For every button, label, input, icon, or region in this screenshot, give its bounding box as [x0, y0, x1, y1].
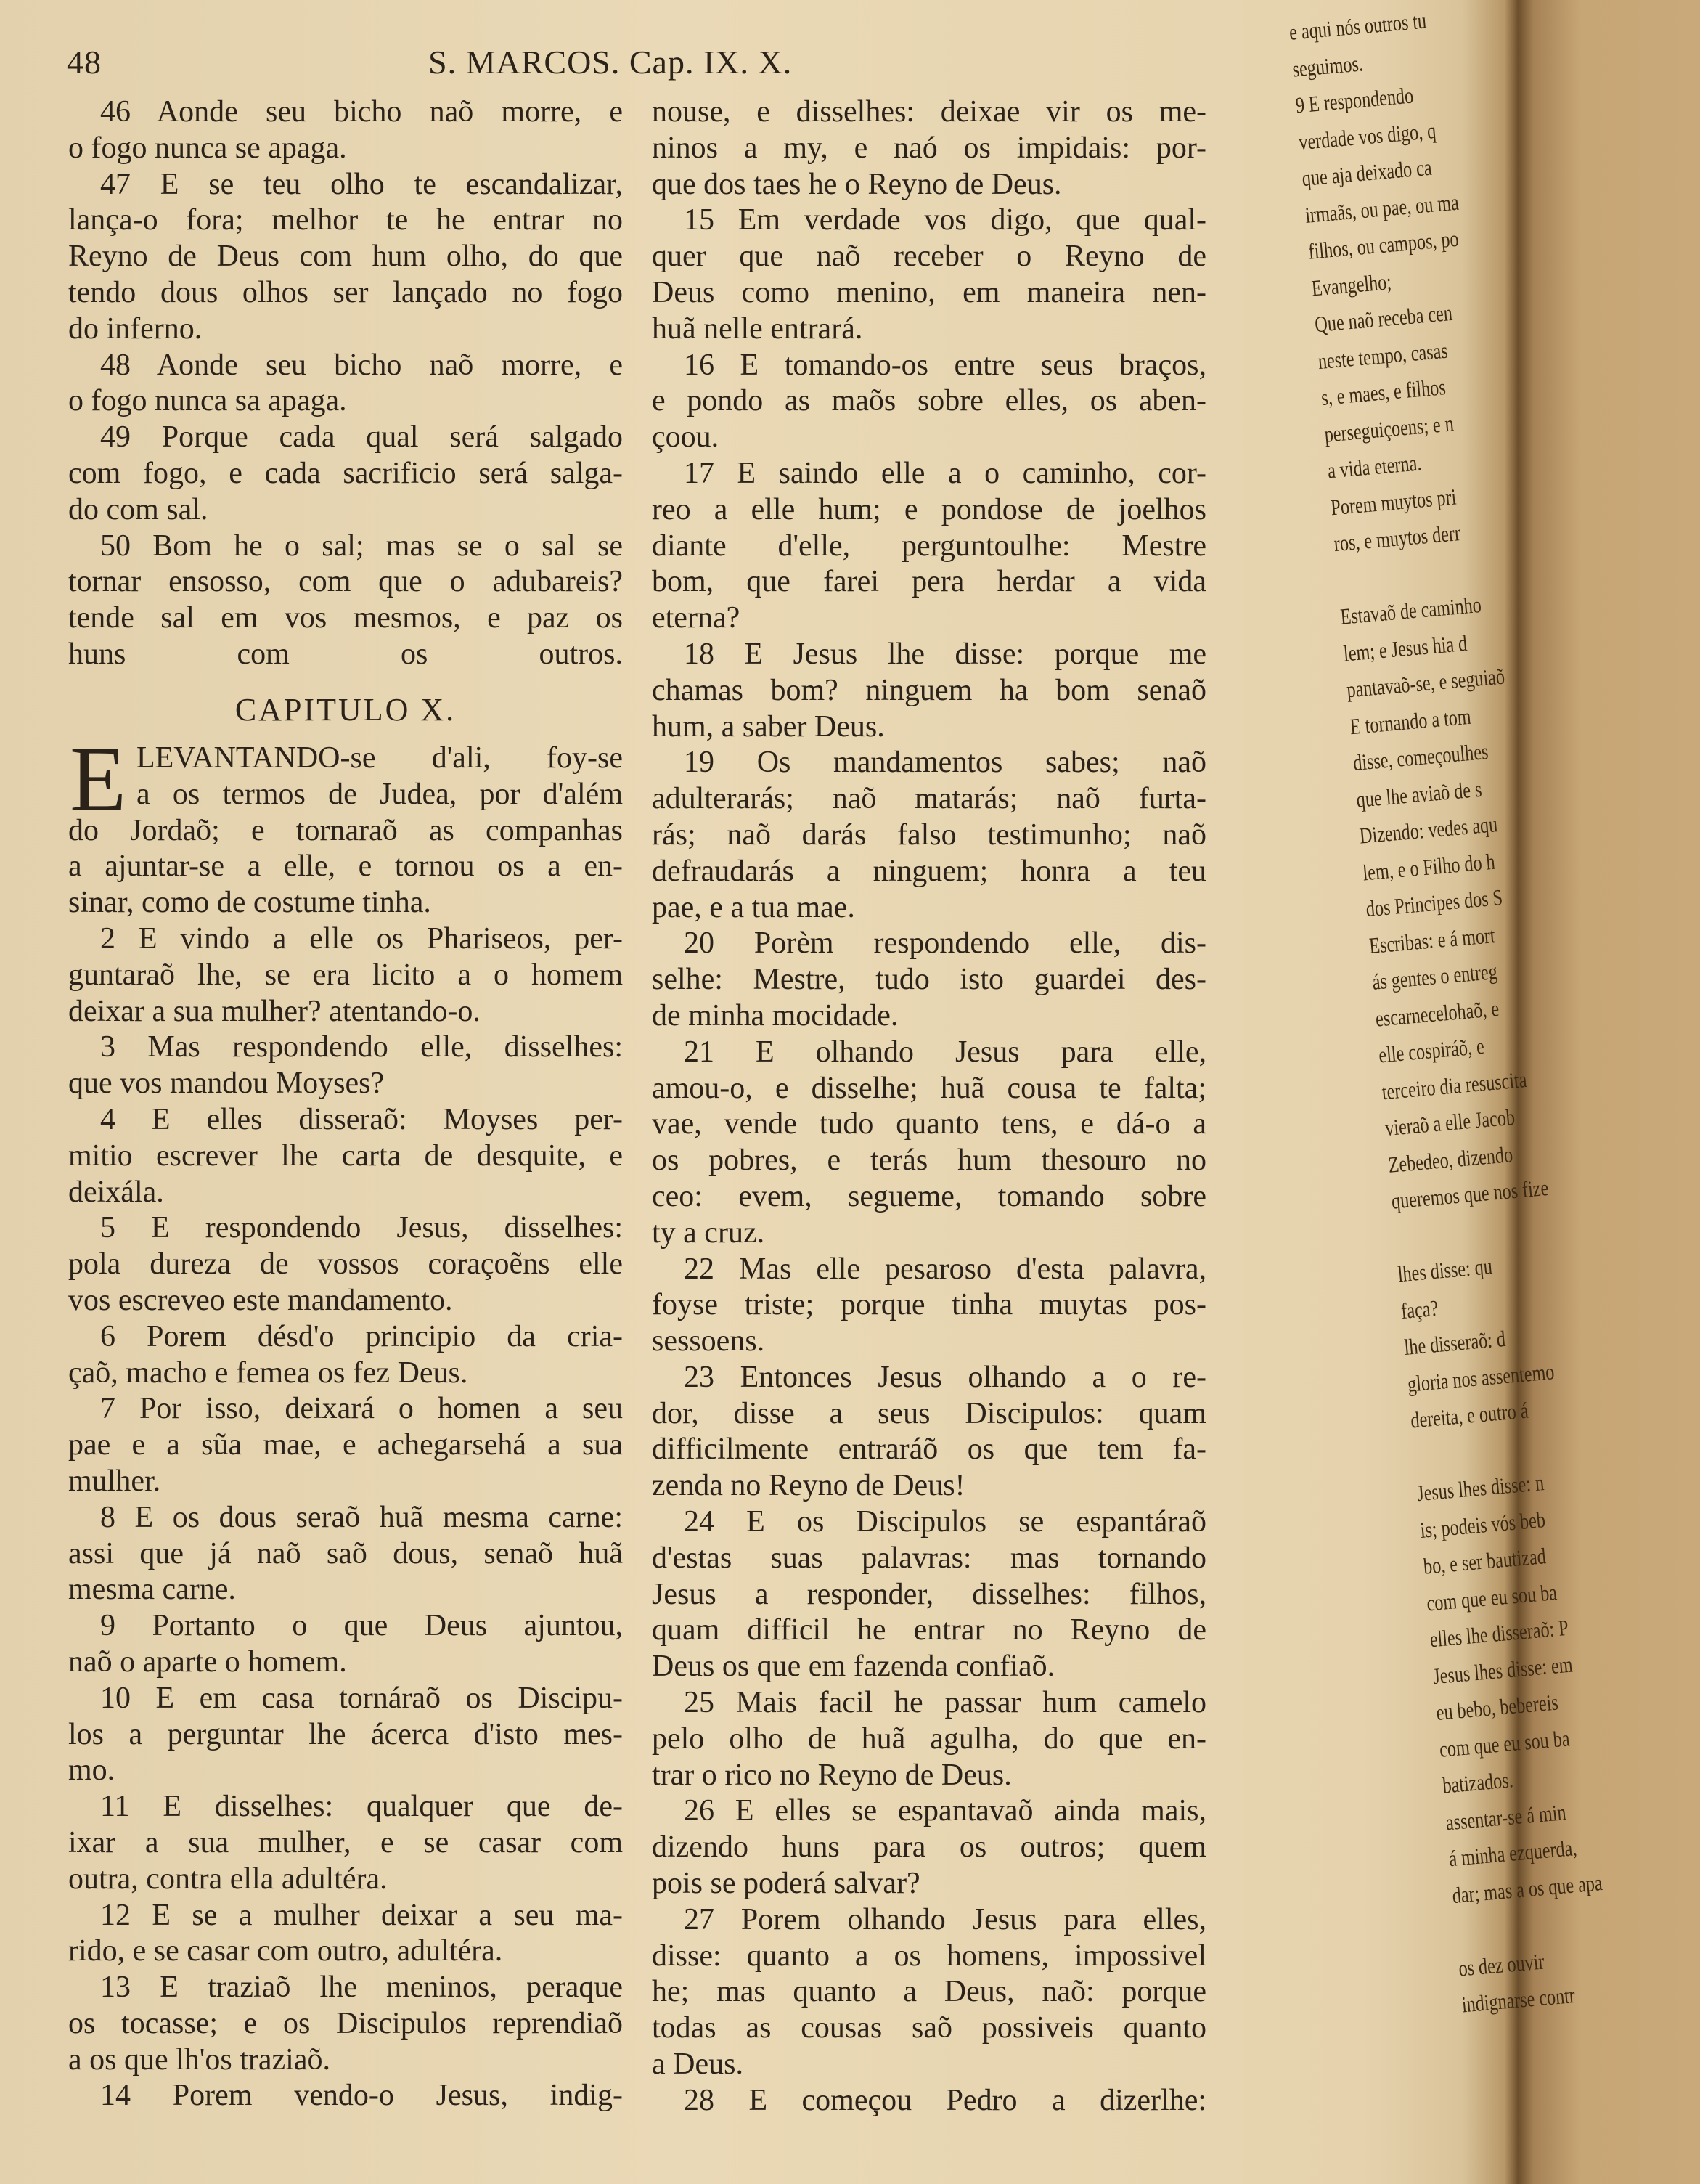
facing-page-line: Zebedeo, dizendo — [1387, 1141, 1514, 1178]
text-line: Deus como menino, em maneira nen- — [652, 275, 1206, 309]
text-line: e pondo as maõs sobre elles, os aben- — [652, 384, 1206, 418]
text-line: 3 Mas respondendo elle, disselhes: — [100, 1030, 623, 1064]
facing-page-line: assentar-se á min — [1444, 1798, 1567, 1835]
text-line: a os que lh'os traziaõ. — [68, 2042, 330, 2077]
facing-page-line: 9 E respondendo — [1294, 82, 1415, 118]
text-line: ninos a my, e naó os impidais: por- — [652, 131, 1206, 165]
facing-page-line: perseguiçoens; e n — [1323, 410, 1455, 447]
facing-page-line: bo, e ser bautizad — [1422, 1543, 1548, 1579]
facing-page-line: a vida eterna. — [1326, 449, 1423, 484]
facing-page-edge — [1283, 0, 1603, 2184]
text-line: çoou. — [652, 420, 719, 455]
text-line: ty a cruz. — [652, 1215, 765, 1250]
left-column-bottom — [68, 728, 623, 2114]
text-line: 46 Aonde seu bicho naõ morre, e — [100, 95, 623, 129]
text-line: sinar, como de costume tinha. — [68, 886, 431, 920]
text-line: los a perguntar lhe ácerca d'isto mes- — [68, 1717, 623, 1751]
text-line: 25 Mais facil he passar hum camelo — [684, 1686, 1206, 1720]
facing-page-line: batizados. — [1441, 1767, 1514, 1798]
text-line: chamas bom? ninguem ha bom senaõ — [652, 673, 1206, 707]
text-line: pois se poderá salvar? — [652, 1867, 920, 1901]
text-line: vos escreveo este mandamento. — [68, 1283, 453, 1317]
facing-page-line: lem, e o Filho do h — [1361, 848, 1496, 885]
text-line: com fogo, e cada sacrificio será salga- — [68, 456, 623, 490]
text-line: ixar a sua mulher, e se casar com — [68, 1825, 623, 1859]
facing-page-line: verdade vos digo, q — [1297, 117, 1437, 155]
text-line: pelo olho de huã agulha, do que en- — [652, 1721, 1206, 1756]
facing-page-line: seguimos. — [1291, 49, 1365, 82]
text-line: hum, a saber Deus. — [652, 709, 885, 743]
text-line: 49 Porque cada qual será salgado — [100, 420, 623, 455]
facing-page-line: lhe disseraõ: d — [1403, 1325, 1507, 1360]
facing-page-line: faça? — [1399, 1295, 1439, 1324]
text-line: deixála. — [68, 1175, 164, 1209]
facing-page-line: neste tempo, casas — [1317, 337, 1449, 374]
facing-page-line: dar; mas a os que apa — [1451, 1869, 1603, 1908]
text-line: outra, contra ella adultéra. — [68, 1862, 388, 1896]
text-line: mo. — [68, 1753, 115, 1788]
text-line: pola dureza de vossos coraçoẽns elle — [68, 1247, 623, 1282]
text-line: 17 E saindo elle a o caminho, cor- — [684, 456, 1206, 490]
text-line: 48 Aonde seu bicho naõ morre, e — [100, 348, 623, 382]
text-line: 24 E os Discipulos se espantáraõ — [684, 1505, 1206, 1539]
facing-page-line: com que eu sou ba — [1438, 1724, 1571, 1762]
facing-page-line: á minha ezquerda, — [1447, 1834, 1578, 1872]
text-line: 9 Portanto o que Deus ajuntou, — [100, 1609, 623, 1643]
text-line: dizendo huns para os outros; quem — [652, 1830, 1206, 1865]
text-line: a os termos de Judea, por d'além — [136, 777, 623, 811]
text-line: a ajuntar-se a elle, e tornou os a en- — [68, 849, 623, 884]
text-line: lança-o fora; melhor te he entrar no — [68, 203, 623, 237]
facing-page-line: eu bebo, bebereis — [1435, 1689, 1559, 1726]
facing-page-line: que lhe aviaõ de s — [1355, 775, 1483, 812]
text-line: 20 Porèm respondendo elle, dis- — [684, 926, 1206, 961]
text-line: 50 Bom he o sal; mas se o sal se — [100, 529, 623, 563]
text-line: 27 Porem olhando Jesus para elles, — [684, 1902, 1206, 1936]
text-line: rás; naõ darás falso testimunho; naõ — [652, 818, 1206, 852]
facing-page-line: Dizendo: vedes aqu — [1358, 811, 1499, 849]
facing-page-line: dereita, e outro á — [1409, 1397, 1529, 1433]
facing-page-line: elle cospiráõ, e — [1377, 1032, 1486, 1068]
text-line: 18 E Jesus lhe disse: porque me — [684, 637, 1206, 671]
text-line: amou-o, e disselhe; huã cousa te falta; — [652, 1071, 1206, 1105]
facing-page-line: vieraõ a elle Jacob — [1384, 1104, 1516, 1141]
facing-page-text — [1288, 0, 1700, 2024]
text-line: 47 E se teu olho te escandalizar, — [100, 167, 623, 201]
facing-page-line: ros, e muytos derr — [1333, 520, 1462, 557]
text-line: tendo dous olhos ser lançado no fogo — [68, 275, 623, 309]
page-number: 48 — [67, 44, 102, 81]
text-line: bom, que farei pera herdar a vida — [652, 565, 1206, 599]
facing-page-line: disse, começoulhes — [1352, 738, 1489, 775]
facing-page-line: Jesus lhes disse: em — [1431, 1651, 1574, 1689]
facing-page-line: ás gentes o entreg — [1371, 958, 1499, 995]
text-line: o fogo nunca sa apaga. — [68, 384, 347, 418]
text-line: 15 Em verdade vos digo, que qual- — [684, 203, 1206, 237]
text-line: a Deus. — [652, 2048, 743, 2082]
text-line: 8 E os dous seraõ huã mesma carne: — [100, 1500, 623, 1534]
text-line: de minha mocidade. — [652, 998, 899, 1032]
text-line: 7 Por isso, deixará o homen a seu — [100, 1392, 623, 1426]
text-line: disse: quanto a os homens, impossivel — [652, 1939, 1206, 1973]
text-line: zenda no Reyno de Deus! — [652, 1469, 965, 1503]
facing-page-line: filhos, ou campos, po — [1307, 225, 1460, 264]
facing-page-line: is; podeis vós beb — [1419, 1506, 1547, 1543]
facing-page-line: lem; e Jesus hia d — [1342, 629, 1468, 667]
text-line: rido, e se casar com outro, adultéra. — [68, 1934, 503, 1968]
text-line: mitio escrever lhe carta de desquite, e — [68, 1138, 623, 1173]
facing-page-line: elles lhe disseraõ: P — [1429, 1614, 1569, 1653]
text-line: do Jordaõ; e tornaraõ as companhas — [68, 813, 623, 847]
text-line: naõ o aparte o homem. — [68, 1645, 347, 1679]
text-line: 26 E elles se espantavaõ ainda mais, — [684, 1794, 1206, 1828]
text-line: adulterarás; naõ matarás; naõ furta- — [652, 782, 1206, 816]
facing-page-line: lhes disse: qu — [1397, 1253, 1494, 1287]
drop-cap: E — [70, 728, 127, 831]
text-line: tornar ensosso, com que o adubareis? — [68, 565, 623, 599]
text-line: difficilmente entraráõ os que tem fa- — [652, 1433, 1206, 1467]
text-line: 2 E vindo a elle os Phariseos, per- — [100, 921, 623, 956]
text-line: os tocasse; e os Discipulos reprendiaõ — [68, 2006, 623, 2040]
chapter-heading: CAPITULO X. — [234, 692, 457, 728]
text-line: defraudarás a ninguem; honra a teu — [652, 854, 1206, 888]
text-line: eterna? — [652, 601, 740, 635]
running-head: S. MARCOS. Cap. IX. X. — [428, 44, 793, 81]
text-line: deixar a sua mulher? atentando-o. — [68, 994, 481, 1028]
text-line: vae, vende tudo quanto tens, e dá-o a — [652, 1107, 1206, 1141]
text-line: 11 E disselhes: qualquer que de- — [100, 1790, 623, 1824]
text-line: dor, disse a seus Discipulos: quam — [652, 1396, 1206, 1430]
text-line: selhe: Mestre, tudo isto guardei des- — [652, 963, 1206, 997]
right-column — [652, 94, 1206, 2119]
text-line: trar o rico no Reyno de Deus. — [652, 1758, 1012, 1792]
text-line: quam difficil he entrar no Reyno de — [652, 1613, 1206, 1647]
text-line: foyse triste; porque tinha muytas pos- — [652, 1288, 1206, 1322]
facing-page-line: E tornando a tom — [1349, 703, 1472, 739]
text-line: sessoens. — [652, 1324, 765, 1358]
text-line: ceo: evem, segueme, tomando sobre — [652, 1179, 1206, 1213]
text-line: mesma carne. — [68, 1573, 236, 1607]
facing-page-line: e aqui nós outros tu — [1288, 7, 1428, 45]
facing-page-line: dos Principes dos S — [1365, 884, 1504, 922]
facing-page-line: Porem muytos pri — [1329, 483, 1458, 520]
text-line: que dos taes he o Reyno de Deus. — [652, 167, 1062, 201]
facing-page-line: os dez ouvir — [1457, 1947, 1545, 1981]
facing-page-line: que aja deixado ca — [1301, 154, 1433, 192]
text-line: assi que já naõ saõ dous, senaõ huã — [68, 1536, 623, 1570]
text-line: guntaraõ lhe, se era licito a o homem — [68, 958, 623, 992]
text-line: pae, e a tua mae. — [652, 890, 855, 924]
text-line: os pobres, e terás hum thesouro no — [652, 1144, 1206, 1178]
text-line: çaõ, macho e femea os fez Deus. — [68, 1356, 468, 1390]
text-line: Deus os que em fazenda confiaõ. — [652, 1650, 1055, 1684]
text-line: huã nelle entrará. — [652, 311, 863, 346]
text-line: diante d'elle, perguntoulhe: Mestre — [652, 529, 1206, 563]
text-line: Jesus a responder, disselhes: filhos, — [652, 1577, 1206, 1611]
text-line: do com sal. — [68, 492, 208, 526]
text-line: nouse, e disselhes: deixae vir os me- — [652, 95, 1206, 129]
text-line: 16 E tomando-os entre seus braços, — [684, 348, 1206, 382]
text-line: d'estas suas palavras: mas tornando — [652, 1541, 1206, 1575]
facing-page-line: irmaãs, ou pae, ou ma — [1304, 189, 1460, 228]
facing-page-line: com que eu sou ba — [1425, 1578, 1558, 1616]
text-line: 6 Porem désd'o principio da cria- — [100, 1319, 623, 1353]
text-line: que vos mandou Moyses? — [68, 1067, 385, 1101]
text-line: reo a elle hum; e pondose de joelhos — [652, 492, 1206, 526]
facing-page-line: Que naõ receba cen — [1313, 299, 1454, 338]
facing-page-line: Escribas: e á mort — [1368, 921, 1496, 958]
text-line: Reyno de Deus com hum olho, do que — [68, 240, 623, 274]
text-line: 23 Entonces Jesus olhando a o re- — [684, 1360, 1206, 1394]
facing-page-line: indignarse contr — [1460, 1981, 1577, 2018]
facing-page-line: s, e maes, e filhos — [1320, 374, 1447, 410]
text-line: he; mas quanto a Deus, naõ: porque — [652, 1975, 1206, 2009]
facing-page-line: Jesus lhes disse: n — [1415, 1470, 1545, 1507]
left-column-top — [68, 94, 623, 673]
text-line: 14 Porem vendo-o Jesus, indig- — [100, 2079, 623, 2113]
text-line: 5 E respondendo Jesus, disselhes: — [100, 1211, 623, 1245]
text-line: 28 E começou Pedro a dizerlhe: — [684, 2083, 1206, 2117]
text-line: todas as cousas saõ possiveis quanto — [652, 2011, 1206, 2045]
facing-page-line: queremos que nos fize — [1390, 1174, 1550, 1214]
text-line: 10 E em casa tornáraõ os Discipu- — [100, 1681, 623, 1715]
text-line: 19 Os mandamentos sabes; naõ — [684, 746, 1206, 780]
text-line: huns com os outros. — [68, 637, 623, 671]
text-line: 21 E olhando Jesus para elle, — [684, 1035, 1206, 1069]
facing-page-line: pantavaõ-se, e seguiaõ — [1345, 663, 1506, 703]
text-line: o fogo nunca se apaga. — [68, 131, 347, 165]
facing-page-line: Estavaõ de caminho — [1339, 591, 1483, 629]
text-line: 4 E elles disseraõ: Moyses per- — [100, 1102, 623, 1136]
text-line: 22 Mas elle pesaroso d'esta palavra, — [684, 1252, 1206, 1286]
text-line: quer que naõ receber o Reyno de — [652, 240, 1206, 274]
facing-page-line: escarnecelohaõ, e — [1374, 995, 1500, 1032]
text-line: pae e a sũa mae, e achegarsehá a sua — [68, 1428, 623, 1462]
facing-page-line: gloria nos assentemo — [1406, 1358, 1556, 1397]
text-line: tende sal em vos mesmos, e paz os — [68, 601, 623, 635]
facing-page-line: Evangelho; — [1310, 268, 1393, 301]
text-line: mulher. — [68, 1464, 161, 1498]
text-line: 12 E se a mulher deixar a seu ma- — [100, 1898, 623, 1932]
facing-page-line: terceiro dia resuscita — [1381, 1066, 1528, 1104]
text-line: LEVANTANDO-se d'ali, foy-se — [136, 741, 623, 775]
text-line: do inferno. — [68, 311, 203, 346]
text-line: 13 E traziaõ lhe meninos, peraque — [100, 1971, 623, 2005]
